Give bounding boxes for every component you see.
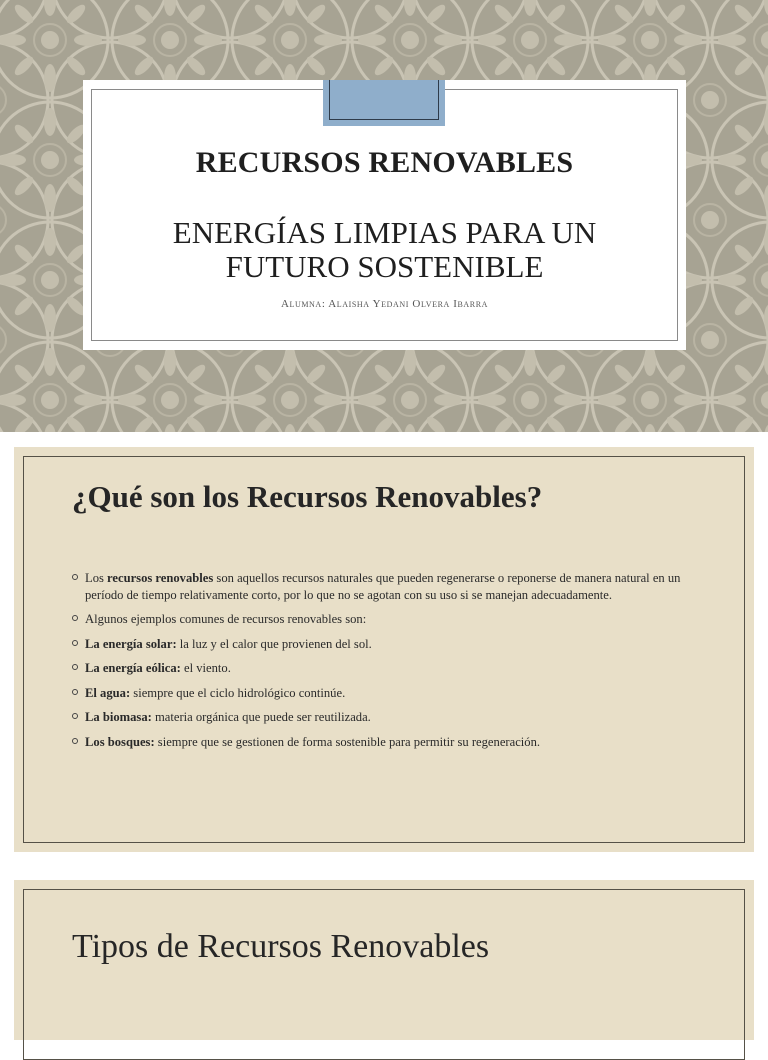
subtitle-line-2: FUTURO SOSTENIBLE (225, 249, 544, 284)
slide-title: ¿Qué son los Recursos Renovables? (72, 479, 543, 514)
bullet-text: la luz y el calor que provienen del sol. (176, 636, 372, 651)
title-card (83, 80, 686, 350)
bullet-icon (72, 664, 78, 670)
list-item (70, 570, 690, 603)
bullet-list (70, 570, 690, 758)
bullet-bold: recursos renovables (107, 571, 214, 585)
bullet-bold: La energía solar: (85, 636, 177, 651)
list-item (70, 734, 690, 751)
bullet-icon (72, 640, 78, 646)
slide-title: Tipos de Recursos Renovables (72, 928, 490, 965)
bullet-text: son aquellos recursos naturales que pueden regenerarse o reponerse de manera natural en un período de tiempo relativamente corto, por lo que no se agotan con su uso si se manejan adecuadamente. (85, 571, 681, 602)
bullet-text: Algunos ejemplos comunes de recursos renovables son: (85, 612, 367, 626)
bullet-icon (72, 689, 78, 695)
bullet-text: siempre que se gestionen de forma sostenible para permitir su regeneración. (154, 734, 541, 749)
presentation-subtitle (83, 216, 686, 284)
bullet-text: el viento. (180, 661, 231, 675)
slide-frame (23, 889, 745, 1060)
bullet-bold: La energía eólica: (85, 661, 181, 675)
bullet-text-pre: Los (85, 571, 108, 585)
bullet-icon (72, 615, 78, 621)
title-tab-border (329, 80, 439, 120)
bullet-icon (72, 574, 78, 580)
bullet-bold: La biomasa: (85, 710, 152, 724)
list-item (70, 660, 690, 677)
title-slide (0, 0, 768, 432)
presentation-title: RECURSOS RENOVABLES (195, 146, 574, 179)
slide-what-are-renewables (14, 447, 754, 852)
list-item (70, 709, 690, 726)
bullet-bold: El agua: (85, 685, 131, 700)
bullet-bold: Los bosques: (85, 734, 155, 749)
bullet-icon (72, 713, 78, 719)
list-item (70, 636, 690, 653)
title-tab-decoration (323, 80, 445, 126)
slide-types-of-renewables (14, 880, 754, 1040)
list-item (70, 611, 690, 628)
author-line: Alumna: Alaisha Yedani Olvera Ibarra (280, 298, 489, 310)
subtitle-line-1: ENERGÍAS LIMPIAS PARA UN (172, 215, 597, 250)
bullet-text: siempre que el ciclo hidrológico continúe. (130, 685, 346, 700)
list-item (70, 685, 690, 702)
bullet-icon (72, 738, 78, 744)
bullet-text: materia orgánica que puede ser reutilizada. (151, 710, 371, 724)
